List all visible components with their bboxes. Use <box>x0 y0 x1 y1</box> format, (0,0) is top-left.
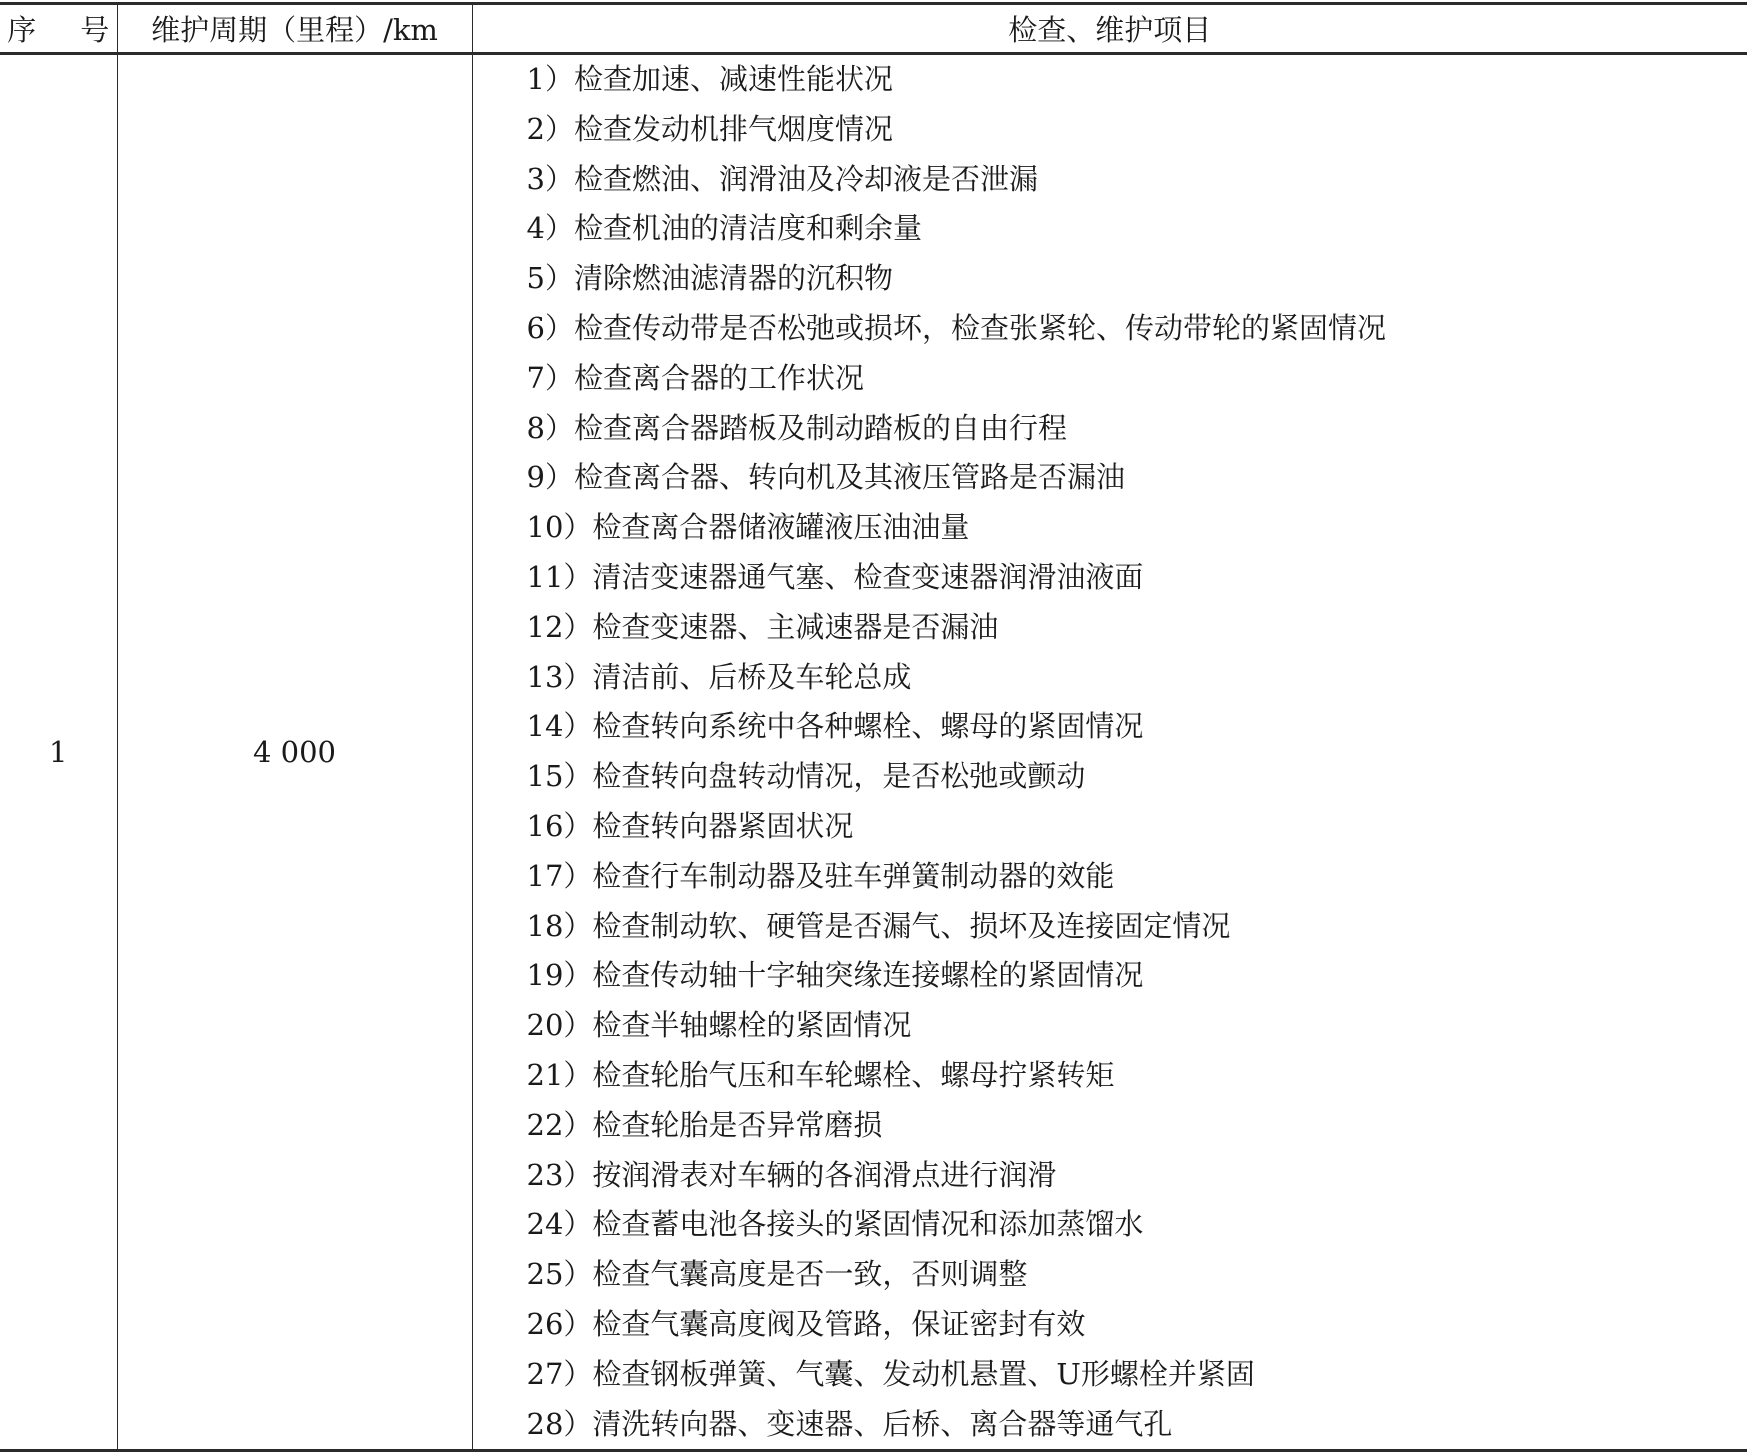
maintenance-item: 10）检查离合器储液罐液压油油量 <box>527 503 1747 553</box>
header-seq <box>0 4 117 54</box>
maintenance-item: 11）清洁变速器通气塞、检查变速器润滑油液面 <box>527 553 1747 603</box>
maintenance-item: 21）检查轮胎气压和车轮螺栓、螺母拧紧转矩 <box>527 1051 1747 1101</box>
maintenance-item: 27）检查钢板弹簧、气囊、发动机悬置、U形螺栓并紧固 <box>527 1350 1747 1400</box>
maintenance-item: 28）清洗转向器、变速器、后桥、离合器等通气孔 <box>527 1400 1747 1450</box>
maintenance-item: 6）检查传动带是否松弛或损坏，检查张紧轮、传动带轮的紧固情况 <box>527 304 1747 354</box>
maintenance-item: 7）检查离合器的工作状况 <box>527 354 1747 404</box>
row-seq: 1 <box>0 54 117 1451</box>
maintenance-item: 8）检查离合器踏板及制动踏板的自由行程 <box>527 404 1747 454</box>
maintenance-item: 18）检查制动软、硬管是否漏气、损坏及连接固定情况 <box>527 902 1747 952</box>
header-seq-left: 序 <box>7 13 36 47</box>
header-row <box>0 4 1747 54</box>
maintenance-item: 24）检查蓄电池各接头的紧固情况和添加蒸馏水 <box>527 1200 1747 1250</box>
maintenance-table <box>0 2 1747 1452</box>
table-row <box>0 54 1747 1451</box>
maintenance-item: 1）检查加速、减速性能状况 <box>527 55 1747 105</box>
maintenance-item-list <box>473 55 1747 1449</box>
maintenance-item: 3）检查燃油、润滑油及冷却液是否泄漏 <box>527 155 1747 205</box>
maintenance-item: 14）检查转向系统中各种螺栓、螺母的紧固情况 <box>527 702 1747 752</box>
maintenance-item: 2）检查发动机排气烟度情况 <box>527 105 1747 155</box>
row-items-cell <box>472 54 1747 1451</box>
maintenance-item: 25）检查气囊高度是否一致，否则调整 <box>527 1250 1747 1300</box>
maintenance-item: 23）按润滑表对车辆的各润滑点进行润滑 <box>527 1151 1747 1201</box>
maintenance-item: 26）检查气囊高度阀及管路，保证密封有效 <box>527 1300 1747 1350</box>
maintenance-item: 9）检查离合器、转向机及其液压管路是否漏油 <box>527 453 1747 503</box>
maintenance-item: 20）检查半轴螺栓的紧固情况 <box>527 1001 1747 1051</box>
maintenance-item: 15）检查转向盘转动情况，是否松弛或颤动 <box>527 752 1747 802</box>
maintenance-item: 4）检查机油的清洁度和剩余量 <box>527 204 1747 254</box>
header-seq-right: 号 <box>80 13 109 47</box>
maintenance-item: 19）检查传动轴十字轴突缘连接螺栓的紧固情况 <box>527 951 1747 1001</box>
maintenance-item: 17）检查行车制动器及驻车弹簧制动器的效能 <box>527 852 1747 902</box>
maintenance-item: 13）清洁前、后桥及车轮总成 <box>527 653 1747 703</box>
maintenance-item: 16）检查转向器紧固状况 <box>527 802 1747 852</box>
maintenance-item: 5）清除燃油滤清器的沉积物 <box>527 254 1747 304</box>
header-items: 检查、维护项目 <box>472 4 1747 54</box>
maintenance-item: 22）检查轮胎是否异常磨损 <box>527 1101 1747 1151</box>
header-period: 维护周期（里程）/km <box>117 4 472 54</box>
maintenance-item: 12）检查变速器、主减速器是否漏油 <box>527 603 1747 653</box>
row-period: 4 000 <box>117 54 472 1451</box>
